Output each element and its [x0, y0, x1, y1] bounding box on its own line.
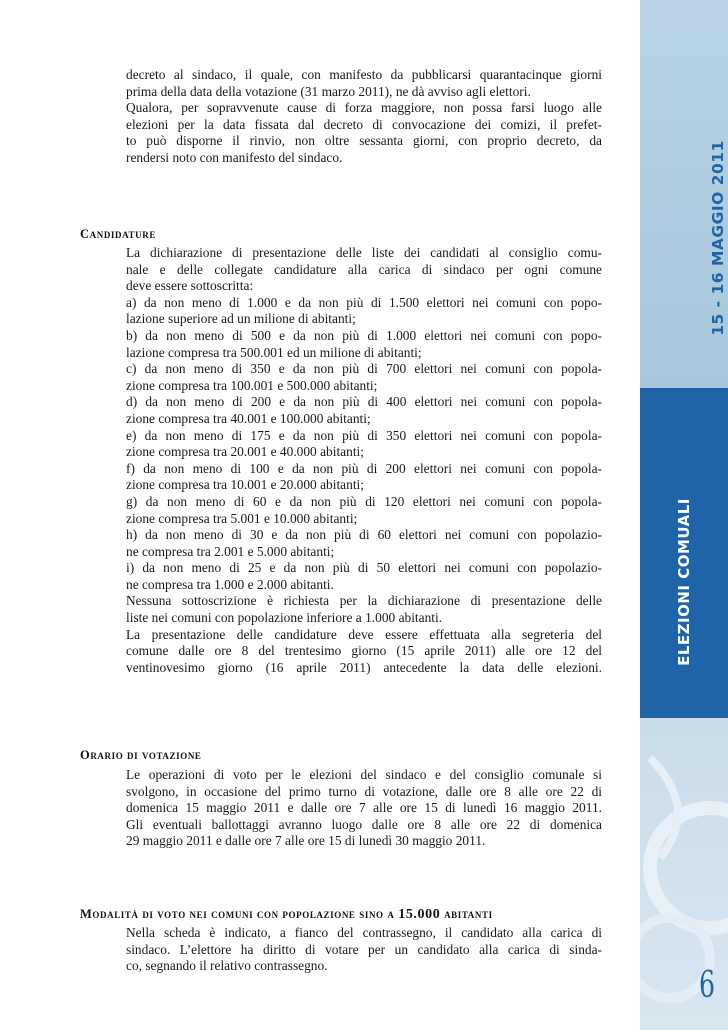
- text-line: ventinovesimo giorno (16 aprile 2011) antecedente la data delle elezioni.: [126, 659, 602, 675]
- text-line: domenica 15 maggio 2011 e dalle ore 7 alle ore 15 di lunedì 16 maggio 2011.: [126, 800, 602, 816]
- intro-paragraph: [126, 67, 602, 167]
- text-line: d) da non meno di 200 e da non più di 400 elettori nei comuni con popola-: [126, 394, 602, 410]
- text-line: ne compresa tra 2.001 e 5.000 abitanti;: [126, 543, 335, 559]
- text-line: a) da non meno di 1.000 e da non più di 1.500 elettori nei comuni con popo-: [126, 294, 602, 310]
- page-number: 6: [698, 965, 716, 1006]
- text-line: Gli eventuali ballottaggi avranno luogo dalle ore 8 alle ore 22 di domenica: [126, 816, 602, 832]
- sidebar: [640, 0, 728, 1030]
- text-line: zione compresa tra 100.001 e 500.000 abitanti;: [126, 377, 378, 393]
- text-line: La dichiarazione di presentazione delle liste dei candidati al consiglio comu-: [126, 245, 602, 260]
- modalita-title-pre: Modalità di voto nei comuni con popolazione sino a: [80, 907, 395, 921]
- sidebar-section-label: ELEZIONI COMUALI: [675, 498, 693, 666]
- text-line: sindaco. L’elettore ha diritto di votare per un candidato alla carica di sinda-: [126, 941, 602, 957]
- text-line: lazione compresa tra 500.001 ed un milione di abitanti;: [126, 344, 422, 360]
- text-line: liste nei comuni con popolazione inferiore a 1.000 abitanti.: [126, 610, 443, 626]
- text-line: decreto al sindaco, il quale, con manifesto da pubblicarsi quarantacinque giorni: [126, 67, 602, 82]
- text-line: c) da non meno di 350 e da non più di 700 elettori nei comuni con popola-: [126, 361, 602, 377]
- text-line: svolgono, in occasione del primo turno di votazione, dalle ore 8 alle ore 22 di: [126, 783, 602, 799]
- text-line: ne compresa tra 1.000 e 2.000 abitanti.: [126, 576, 334, 592]
- text-line: h) da non meno di 30 e da non più di 60 elettori nei comuni con popolazio-: [126, 527, 602, 543]
- text-line: Nella scheda è indicato, a fianco del contrassegno, il candidato alla carica di: [126, 925, 602, 940]
- text-line: lazione superiore ad un milione di abitanti;: [126, 311, 356, 327]
- modalita-title-post: abitanti: [444, 907, 493, 921]
- text-line: deve essere sottoscritta:: [126, 278, 254, 294]
- orario-paragraph: [126, 767, 602, 850]
- text-line: e) da non meno di 175 e da non più di 350 elettori nei comuni con popola-: [126, 427, 602, 443]
- text-line: La presentazione delle candidature deve essere effettuata alla segreteria del: [126, 626, 602, 642]
- text-line: elezioni per la data fissata dal decreto di convocazione dei comizi, il prefet-: [126, 116, 602, 132]
- section-title-orario: Orario di votazione: [80, 748, 202, 762]
- text-line: b) da non meno di 500 e da non più di 1.000 elettori nei comuni con popo-: [126, 327, 602, 343]
- text-line: nale e delle collegate candidature alla carica di sindaco per ogni comune: [126, 261, 602, 277]
- modalita-paragraph: [126, 925, 602, 975]
- text-line: zione compresa tra 10.001 e 20.000 abitanti;: [126, 477, 364, 493]
- section-title-candidature: Candidature: [80, 227, 156, 241]
- text-line: Le operazioni di voto per le elezioni del sindaco e del consiglio comunale si: [126, 767, 602, 782]
- text-line: comune dalle ore 8 del trentesimo giorno (15 aprile 2011) alle ore 12 del: [126, 643, 602, 659]
- sidebar-date-label: 15 - 16 MAGGIO 2011: [709, 140, 727, 336]
- text-line: i) da non meno di 25 e da non più di 50 elettori nei comuni con popolazio-: [126, 560, 602, 576]
- text-line: zione compresa tra 5.001 e 10.000 abitanti;: [126, 510, 358, 526]
- text-line: co, segnando il relativo contrassegno.: [126, 958, 328, 974]
- text-line: prima della data della votazione (31 marzo 2011), ne dà avviso agli elettori.: [126, 83, 531, 99]
- section-title-modalita: [80, 907, 493, 923]
- text-line: to può disporne il rinvio, non oltre sessanta giorni, con proprio decreto, da: [126, 133, 602, 149]
- text-line: Qualora, per sopravvenute cause di forza maggiore, non possa farsi luogo alle: [126, 100, 602, 116]
- text-line: rendersi noto con manifesto del sindaco.: [126, 149, 343, 165]
- candidature-paragraph: [126, 245, 602, 676]
- modalita-title-number: 15.000: [398, 907, 441, 922]
- text-line: g) da non meno di 60 e da non più di 120 elettori nei comuni con popola-: [126, 493, 602, 509]
- text-line: zione compresa tra 20.001 e 40.000 abitanti;: [126, 444, 364, 460]
- text-line: zione compresa tra 40.001 e 100.000 abitanti;: [126, 410, 371, 426]
- text-line: f) da non meno di 100 e da non più di 200 elettori nei comuni con popola-: [126, 460, 602, 476]
- text-line: 29 maggio 2011 e dalle ore 7 alle ore 15 di lunedì 30 maggio 2011.: [126, 833, 486, 849]
- text-line: Nessuna sottoscrizione è richiesta per la dichiarazione di presentazione delle: [126, 593, 602, 609]
